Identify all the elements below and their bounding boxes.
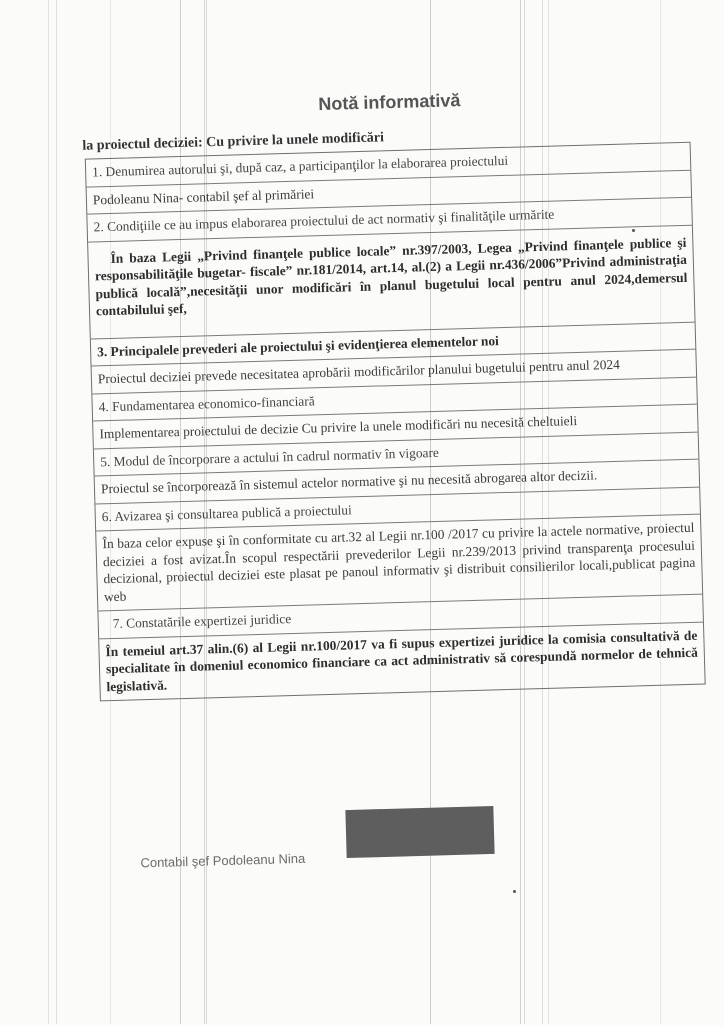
scan-artifact-line <box>48 0 49 1024</box>
section-7-header: 7. Constatările expertizei juridice <box>98 595 703 639</box>
document-subtitle: la proiectul deciziei: Cu privire la unele modificări <box>82 130 385 154</box>
section-3-header: 3. Principalele prevederi ale proiectului şi evidenţierea elementelor noi <box>91 322 696 366</box>
section-6-body: În baza celor expuse şi în conformitate cu art.32 al Legii nr.100 /2017 cu privire la actele normative, proiectul deciziei a fost avizat.În scopul respectării prevederilor Legii nr.239/2013 privind transparenţa procesului decizional, proiectul deciziei este plasat pe panoul informativ şi distribuit consilierilor locali,publicat pagina web <box>96 515 702 612</box>
section-1-header: 1. Denumirea autorului şi, după caz, a participanţilor la elaborarea proiectului <box>86 143 691 187</box>
document-title: Notă informativă <box>318 90 461 115</box>
section-1-body: Podoleanu Nina- contabil şef al primăriei <box>87 170 692 214</box>
document-page <box>77 2 724 1026</box>
section-5-header: 5. Modul de încorporare a actului în cadrul normativ în vigoare <box>94 432 699 476</box>
section-3-body: Proiectul deciziei prevede necesitatea aprobării modificărilor planului bugetului pentru anul 2024 <box>92 350 697 394</box>
section-4-header: 4. Fundamentarea economico-financiară <box>92 377 697 421</box>
scan-artifact-line <box>56 0 57 1024</box>
section-5-body: Proiectul se încorporează în sistemul actelor normative şi nu necesită abrogarea altor decizii. <box>95 460 700 504</box>
scan-speck <box>632 229 635 232</box>
section-6-header: 6. Avizarea şi consultarea publică a proiectului <box>95 487 700 531</box>
section-2-header: 2. Condiţiile ce au impus elaborarea proiectului de act normativ şi finalităţile urmărite <box>87 198 692 242</box>
section-4-body: Implementarea proiectului de decizie Cu privire la unele modificări nu necesită cheltuieli <box>93 405 698 449</box>
signature-line: Contabil şef Podoleanu Nina <box>140 850 306 871</box>
info-table <box>85 142 706 702</box>
section-2-body: În baza Legii „Privind finanţele publice locale” nr.397/2003, Legea „Privind finanţele publice şi responsabilităţile bugetar- fiscale” nr.181/2014, art.14, al.(2) a Legii nr.436/2006”Privind administraţia publică locală”,necesităţii unor modificări în planul bugetului local pentru anul 2024,demersul contabilului şef, <box>88 225 694 339</box>
section-7-body: În temeiul art.37 alin.(6) al Legii nr.100/2017 va fi supus expertizei juridice la comisia consultativă de specialitate în domeniul economico financiare ca act administrativ să corespundă normelor de tehnică legislativă. <box>105 627 699 694</box>
redacted-signature-block <box>345 806 494 858</box>
scan-speck <box>513 890 516 893</box>
